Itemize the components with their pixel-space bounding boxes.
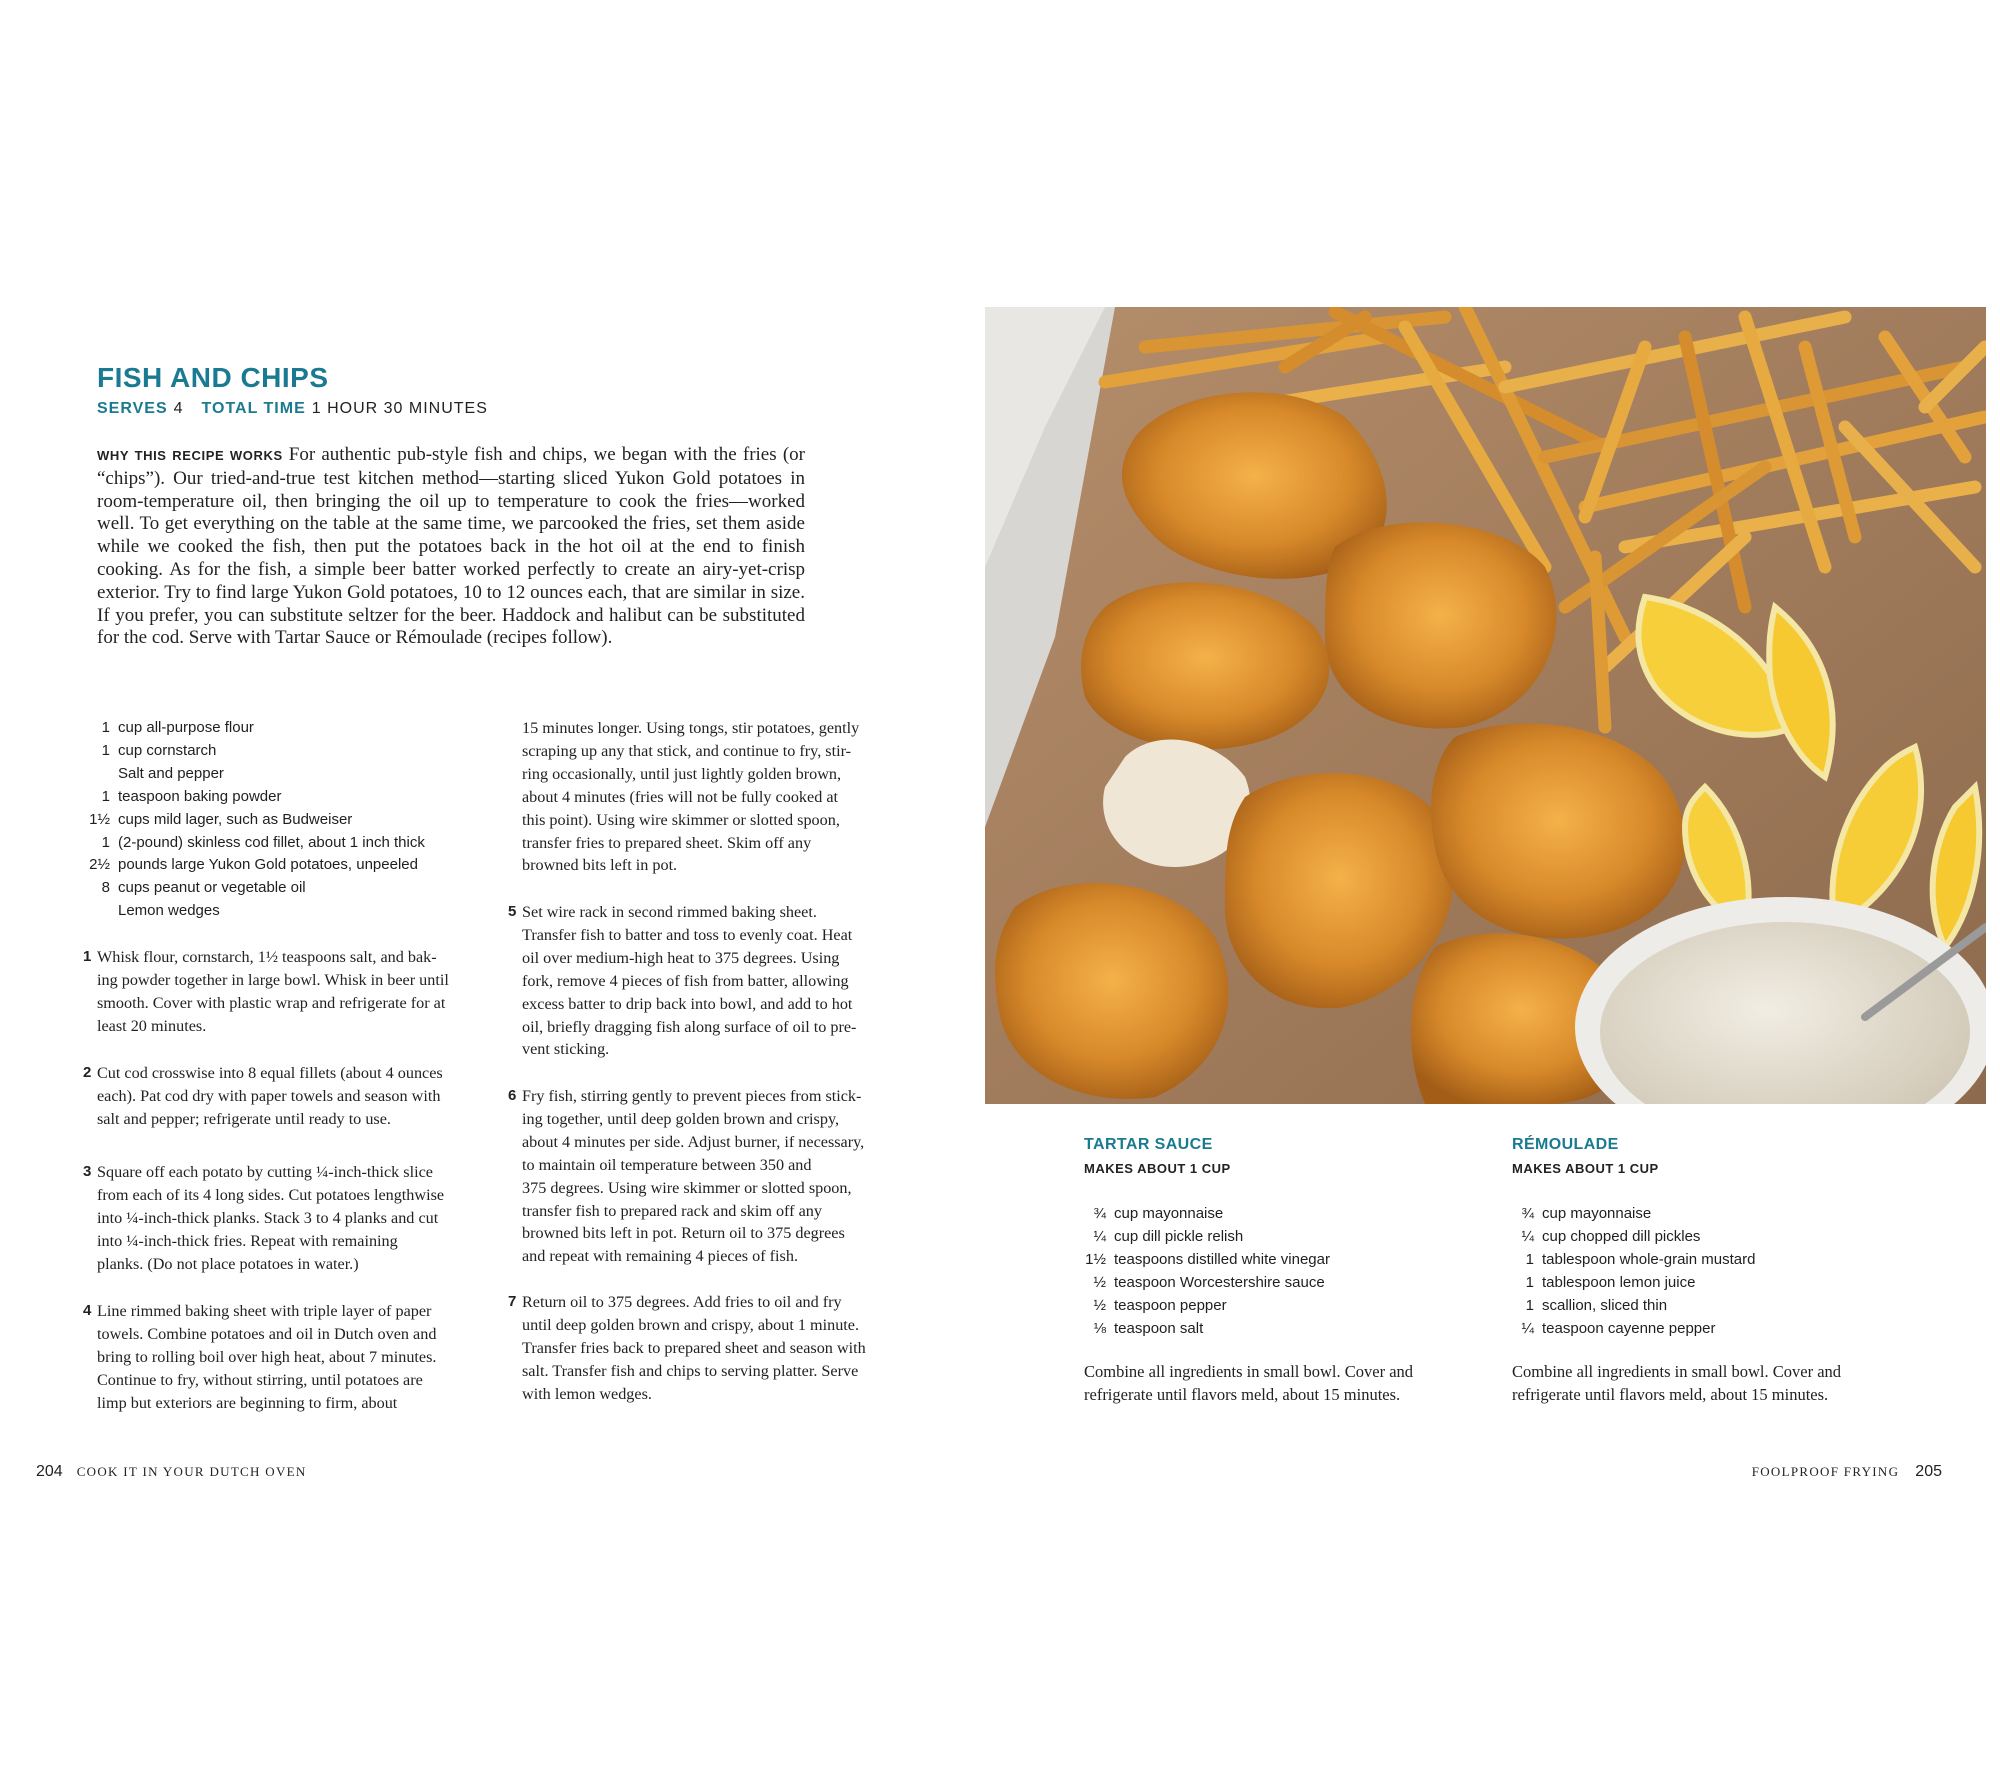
ingredient-item: [1084, 1295, 1464, 1318]
ingredient-text: teaspoon cayenne pepper: [1542, 1319, 1716, 1337]
left-section-title: COOK IT IN YOUR DUTCH OVEN: [76, 1464, 307, 1479]
ingredient-amount: 1: [1525, 1250, 1534, 1268]
ingredient-amount: ⅛: [1093, 1319, 1106, 1337]
step-text: Fry fish, stirring gently to prevent pieces from stick- ing together, until deep golden brown and crispy, about 4 minutes per side. Adjust burner, if necessary, to maintain oil temperature between 350 and 375 degrees. Using wire skimmer or slotted spoon, transfer fish to prepared rack and skim off any browned bits left in pot. Return oil to 375 degrees and repeat with remaining 4 pieces of fish.: [522, 1087, 865, 1266]
right-footer: [1752, 1463, 1942, 1481]
ingredient-text: pounds large Yukon Gold potatoes, unpeeled: [118, 856, 418, 874]
ingredient-text: Salt and pepper: [118, 764, 224, 782]
ingredient-item: [84, 809, 504, 832]
ingredient-amount: ¼: [1521, 1227, 1534, 1245]
ingredient-item: [84, 717, 504, 740]
ingredient-item: [84, 740, 504, 763]
why-this-recipe-works: [97, 444, 805, 650]
tartar-sauce-title: TARTAR SAUCE: [1084, 1136, 1213, 1153]
ingredient-item: [1512, 1318, 1892, 1341]
ingredient-text: cup all-purpose flour: [118, 719, 254, 736]
step-text: Cut cod crosswise into 8 equal fillets (about 4 ounces each). Pat cod dry with paper towels and season with salt and pepper; refrigerate until ready to use.: [97, 1064, 443, 1128]
remoulade-ingredient-list: [1512, 1203, 1892, 1340]
ingredient-text: cup cornstarch: [118, 741, 217, 759]
ingredient-item: [1084, 1226, 1464, 1249]
ingredient-text: scallion, sliced thin: [1542, 1296, 1668, 1314]
why-lead: WHY THIS RECIPE WORKS: [97, 448, 283, 463]
ingredient-list: [84, 717, 504, 923]
step-number: 1: [83, 948, 92, 965]
ingredient-amount: ¾: [1521, 1205, 1534, 1222]
recipe-step: [522, 717, 932, 877]
ingredient-text: Lemon wedges: [118, 902, 220, 920]
ingredient-text: teaspoon Worcestershire sauce: [1114, 1273, 1325, 1291]
photo-illustration: [985, 307, 1986, 1104]
step-number: 4: [83, 1302, 92, 1319]
ingredient-item: [1084, 1203, 1464, 1226]
ingredient-amount: 1: [101, 787, 110, 805]
ingredient-amount: 1½: [89, 810, 110, 828]
ingredient-item: [84, 854, 504, 877]
ingredient-item: [1512, 1203, 1892, 1226]
ingredient-item: [1084, 1272, 1464, 1295]
ingredient-item: [1512, 1226, 1892, 1249]
left-footer: [36, 1463, 307, 1481]
ingredient-amount: 8: [101, 879, 110, 897]
ingredient-item: [1084, 1318, 1464, 1341]
step-text: Line rimmed baking sheet with triple layer of paper towels. Combine potatoes and oil in Dutch oven and bring to rolling boil over high heat, about 7 minutes. Continue to fry, without stirring, until potatoes are limp but exteriors are beginning to firm, about: [97, 1302, 437, 1412]
recipe-step: [83, 946, 497, 1038]
step-text: 15 minutes longer. Using tongs, stir potatoes, gently scraping up any that stick, and continue to fry, stir- ring occasionally, until just lightly golden brown, about 4 minutes (fries will not be fully cooked at this point). Using wire skimmer or slotted spoon, transfer fries to prepared sheet. Skim off any browned bits left in pot.: [522, 719, 860, 875]
ingredient-item: [84, 832, 504, 855]
ingredient-amount: 1: [101, 833, 110, 851]
serves-value: 4: [173, 400, 184, 417]
ingredient-amount: [84, 763, 110, 786]
step-number: 3: [83, 1163, 92, 1180]
ingredient-text: teaspoon pepper: [1114, 1296, 1227, 1314]
ingredient-amount: 2½: [89, 856, 110, 874]
ingredient-text: (2-pound) skinless cod fillet, about 1 inch thick: [118, 833, 425, 851]
ingredient-text: tablespoon whole-grain mustard: [1542, 1250, 1756, 1268]
recipe-step: [83, 1062, 497, 1131]
remoulade-title: RÉMOULADE: [1512, 1136, 1619, 1153]
recipe-step: [83, 1300, 497, 1415]
ingredient-text: teaspoons distilled white vinegar: [1114, 1250, 1330, 1268]
ingredient-item: [1512, 1272, 1892, 1295]
recipe-step: [508, 901, 932, 1061]
ingredient-item: [84, 877, 504, 900]
right-section-title: FOOLPROOF FRYING: [1751, 1464, 1900, 1479]
step-number: 7: [508, 1293, 517, 1310]
steps-column-1: [83, 946, 497, 1412]
ingredient-text: teaspoon salt: [1114, 1319, 1204, 1337]
left-page-number: 204: [36, 1463, 63, 1480]
recipe-title: FISH AND CHIPS: [97, 362, 329, 393]
step-number: 2: [83, 1064, 92, 1081]
ingredient-amount: [84, 900, 110, 923]
step-number: 5: [508, 903, 517, 920]
step-number: 6: [508, 1087, 517, 1104]
ingredient-item: [84, 900, 504, 923]
ingredient-text: tablespoon lemon juice: [1542, 1273, 1696, 1291]
ingredient-item: [1512, 1295, 1892, 1318]
serves-label: SERVES: [97, 400, 168, 417]
recipe-step: [83, 1161, 497, 1276]
step-text: Square off each potato by cutting ¼-inch-thick slice from each of its 4 long sides. Cut potatoes lengthwise into ¼-inch-thick planks. Stack 3 to 4 planks and cut into ¼-inch-thick fries. Repeat with remaining planks. (Do not place potatoes in water.): [97, 1163, 445, 1273]
right-page-number: 205: [1915, 1463, 1942, 1480]
ingredient-text: cups mild lager, such as Budweiser: [118, 810, 353, 828]
ingredient-amount: ½: [1093, 1273, 1106, 1291]
ingredient-text: cup dill pickle relish: [1114, 1227, 1244, 1245]
recipe-meta: [97, 400, 506, 418]
tartar-ingredient-list: [1084, 1203, 1464, 1340]
why-text: For authentic pub-style fish and chips, we began with the fries (or “chips”). Our tried-and-true test kitchen method—starting sliced Yukon Gold potatoes in room-temperature oil, then bringing the oil up to temperature to cook the fries—worked well. To get everything on the table at the same time, we parcooked the fries, set them aside while we cooked the fish, then put the potatoes back in the hot oil at the end to finish cooking. As for the fish, a simple beer batter worked perfectly to create an airy-yet-crisp exterior. Try to find large Yukon Gold potatoes, 10 to 12 ounces each, that are similar in size. If you prefer, you can substitute seltzer for the beer. Haddock and halibut can be substituted for the cod. Serve with Tartar Sauce or Rémoulade (recipes follow).: [97, 444, 805, 649]
ingredient-text: cup mayonnaise: [1542, 1205, 1652, 1222]
step-text: Set wire rack in second rimmed baking sheet. Transfer fish to batter and toss to evenly coat. Heat oil over medium-high heat to 375 degrees. Using fork, remove 4 pieces of fish from batter, allowing excess batter to drip back into bowl, and add to hot oil, briefly dragging fish along surface of oil to pre- vent sticking.: [522, 903, 857, 1059]
ingredient-text: cups peanut or vegetable oil: [118, 879, 306, 897]
ingredient-text: cup chopped dill pickles: [1542, 1227, 1701, 1245]
ingredient-amount: 1: [1525, 1273, 1534, 1291]
ingredient-amount: ½: [1093, 1296, 1106, 1314]
ingredient-item: [84, 786, 504, 809]
ingredient-amount: 1: [101, 719, 110, 736]
ingredient-text: cup mayonnaise: [1114, 1205, 1224, 1222]
ingredient-amount: ¼: [1093, 1227, 1106, 1245]
ingredient-item: [1512, 1249, 1892, 1272]
step-text: Return oil to 375 degrees. Add fries to oil and fry until deep golden brown and crispy, about 1 minute. Transfer fries back to prepared sheet and season with salt. Transfer fish and chips to serving platter. Serve with lemon wedges.: [522, 1293, 866, 1403]
tartar-directions: Combine all ingredients in small bowl. Cover and refrigerate until flavors meld, about 15 minutes.: [1084, 1362, 1414, 1404]
fish-and-chips-photo: [985, 307, 1986, 1104]
remoulade-yield: MAKES ABOUT 1 CUP: [1512, 1161, 1659, 1176]
ingredient-amount: 1: [101, 741, 110, 759]
step-text: Whisk flour, cornstarch, 1½ teaspoons salt, and bak- ing powder together in large bowl. Whisk in beer until smooth. Cover with plastic wrap and refrigerate for at least 20 minutes.: [97, 948, 449, 1035]
total-time-label: TOTAL TIME: [201, 400, 306, 417]
remoulade-directions: Combine all ingredients in small bowl. Cover and refrigerate until flavors meld, about 15 minutes.: [1512, 1362, 1842, 1404]
ingredient-amount: 1: [1525, 1296, 1534, 1314]
recipe-step: [508, 1291, 932, 1406]
ingredient-amount: ¼: [1521, 1319, 1534, 1337]
ingredient-text: teaspoon baking powder: [118, 787, 282, 805]
ingredient-item: [1084, 1249, 1464, 1272]
recipe-step: [508, 1085, 932, 1268]
ingredient-item: [84, 763, 504, 786]
steps-column-2: [508, 717, 932, 1417]
total-time-value: 1 HOUR 30 MINUTES: [311, 400, 488, 417]
tartar-sauce-yield: MAKES ABOUT 1 CUP: [1084, 1161, 1231, 1176]
ingredient-amount: 1½: [1085, 1250, 1106, 1268]
ingredient-amount: ¾: [1093, 1205, 1106, 1222]
